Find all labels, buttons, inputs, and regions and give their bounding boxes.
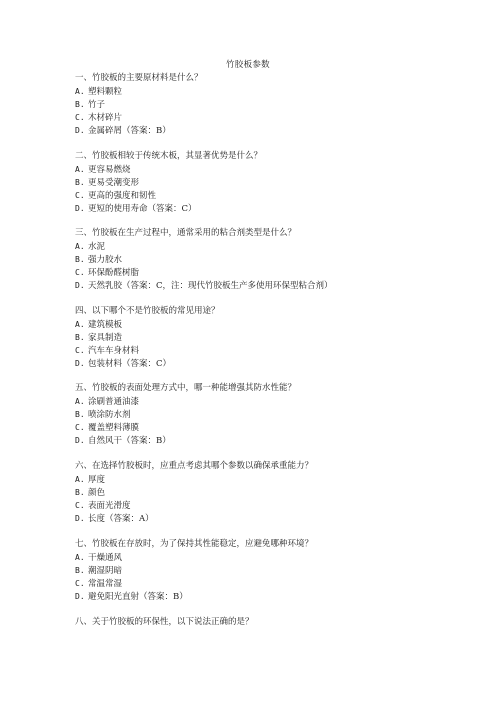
option-letter: A. — [75, 553, 85, 562]
question-text: 一、竹胶板的主要原材料是什么？ — [75, 73, 203, 83]
answer-option — [75, 577, 455, 590]
question-block — [75, 616, 455, 629]
answer-option — [75, 176, 455, 189]
option-letter: C. — [75, 423, 85, 432]
question-text: 三、竹胶板在生产过程中，通常采用的粘合剂类型是什么？ — [75, 228, 297, 238]
option-letter: C. — [75, 579, 85, 588]
question-text: 六、在选择竹胶板时，应重点考虑其哪个参数以确保承重能力？ — [75, 461, 314, 471]
question-block — [75, 227, 455, 292]
answer-option — [75, 395, 455, 408]
answer-option — [75, 98, 455, 111]
option-text: 表面光滑度 — [88, 501, 131, 511]
option-text: 长度（答案：A） — [88, 514, 154, 524]
option-letter: A. — [75, 475, 85, 484]
answer-option — [75, 279, 455, 292]
answer-option — [75, 590, 455, 603]
option-letter: D. — [75, 281, 85, 290]
question-block — [75, 150, 455, 215]
option-letter: D. — [75, 436, 85, 445]
option-text: 包装材料（答案：C） — [88, 359, 172, 369]
answer-option — [75, 240, 455, 253]
answer-option — [75, 189, 455, 202]
answer-option — [75, 512, 455, 525]
option-text: 常温常湿 — [88, 579, 123, 589]
answer-option — [75, 486, 455, 499]
option-text: 更高的强度和韧性 — [88, 191, 157, 201]
option-text: 更短的使用寿命（答案：C） — [88, 204, 197, 214]
answer-option — [75, 473, 455, 486]
option-letter: D. — [75, 204, 85, 213]
option-letter: A. — [75, 165, 85, 174]
option-text: 覆盖塑料薄膜 — [88, 423, 140, 433]
option-text: 涂刷普通油漆 — [88, 397, 140, 407]
option-text: 家具制造 — [88, 333, 123, 343]
answer-option — [75, 124, 455, 137]
option-text: 建筑模板 — [88, 320, 123, 330]
option-letter: A. — [75, 87, 85, 96]
option-text: 天然乳胶（答案：C，注：现代竹胶板生产多使用环保型粘合剂） — [88, 281, 333, 291]
option-text: 水泥 — [88, 242, 106, 252]
option-letter: A. — [75, 397, 85, 406]
question-text: 四、以下哪个不是竹胶板的常见用途？ — [75, 306, 220, 316]
option-text: 金属碎屑（答案：B） — [88, 126, 171, 136]
answer-option — [75, 344, 455, 357]
option-text: 潮湿阴暗 — [88, 566, 123, 576]
option-letter: B. — [75, 255, 85, 264]
answer-option — [75, 202, 455, 215]
question-block — [75, 538, 455, 603]
option-letter: B. — [75, 333, 85, 342]
option-letter: B. — [75, 488, 85, 497]
option-letter: D. — [75, 592, 85, 601]
option-text: 更易受潮变形 — [88, 178, 140, 188]
option-text: 木材碎片 — [88, 113, 123, 123]
answer-option — [75, 111, 455, 124]
answer-option — [75, 421, 455, 434]
option-letter: C. — [75, 268, 85, 277]
option-letter: A. — [75, 242, 85, 251]
option-text: 干燥通风 — [88, 553, 123, 563]
option-letter: D. — [75, 126, 85, 135]
option-letter: C. — [75, 113, 85, 122]
option-letter: C. — [75, 346, 85, 355]
question-block — [75, 382, 455, 447]
option-text: 环保酚醛树脂 — [88, 268, 140, 278]
question-block — [75, 305, 455, 370]
question-text: 八、关于竹胶板的环保性，以下说法正确的是？ — [75, 617, 254, 627]
option-text: 厚度 — [88, 475, 106, 485]
question-text: 五、竹胶板的表面处理方式中，哪一种能增强其防水性能？ — [75, 383, 297, 393]
option-text: 喷涂防水剂 — [88, 410, 131, 420]
option-text: 更容易燃烧 — [88, 165, 131, 175]
question-block — [75, 72, 455, 137]
option-letter: C. — [75, 501, 85, 510]
option-letter: D. — [75, 514, 85, 523]
answer-option — [75, 331, 455, 344]
answer-option — [75, 318, 455, 331]
answer-option — [75, 357, 455, 370]
option-text: 避免阳光直射（答案：B） — [88, 592, 188, 602]
option-letter: C. — [75, 191, 85, 200]
option-text: 塑料颗粒 — [88, 87, 123, 97]
option-text: 自然风干（答案：B） — [88, 436, 171, 446]
answer-option — [75, 551, 455, 564]
option-letter: A. — [75, 320, 85, 329]
question-text: 七、竹胶板在存放时，为了保持其性能稳定，应避免哪种环境？ — [75, 539, 314, 549]
option-letter: B. — [75, 566, 85, 575]
option-text: 竹子 — [88, 100, 106, 110]
option-text: 强力胶水 — [88, 255, 123, 265]
answer-option — [75, 253, 455, 266]
option-letter: B. — [75, 410, 85, 419]
option-letter: B. — [75, 100, 85, 109]
answer-option — [75, 564, 455, 577]
answer-option — [75, 163, 455, 176]
question-text: 二、竹胶板相较于传统木板，其显著优势是什么？ — [75, 151, 263, 161]
answer-option — [75, 266, 455, 279]
answer-option — [75, 434, 455, 447]
option-letter: D. — [75, 359, 85, 368]
option-letter: B. — [75, 178, 85, 187]
document-title: 竹胶板参数 — [225, 60, 270, 70]
option-text: 汽车车身材料 — [88, 346, 140, 356]
answer-option — [75, 408, 455, 421]
answer-option — [75, 499, 455, 512]
question-block — [75, 460, 455, 525]
answer-option — [75, 85, 455, 98]
option-text: 颜色 — [88, 488, 106, 498]
